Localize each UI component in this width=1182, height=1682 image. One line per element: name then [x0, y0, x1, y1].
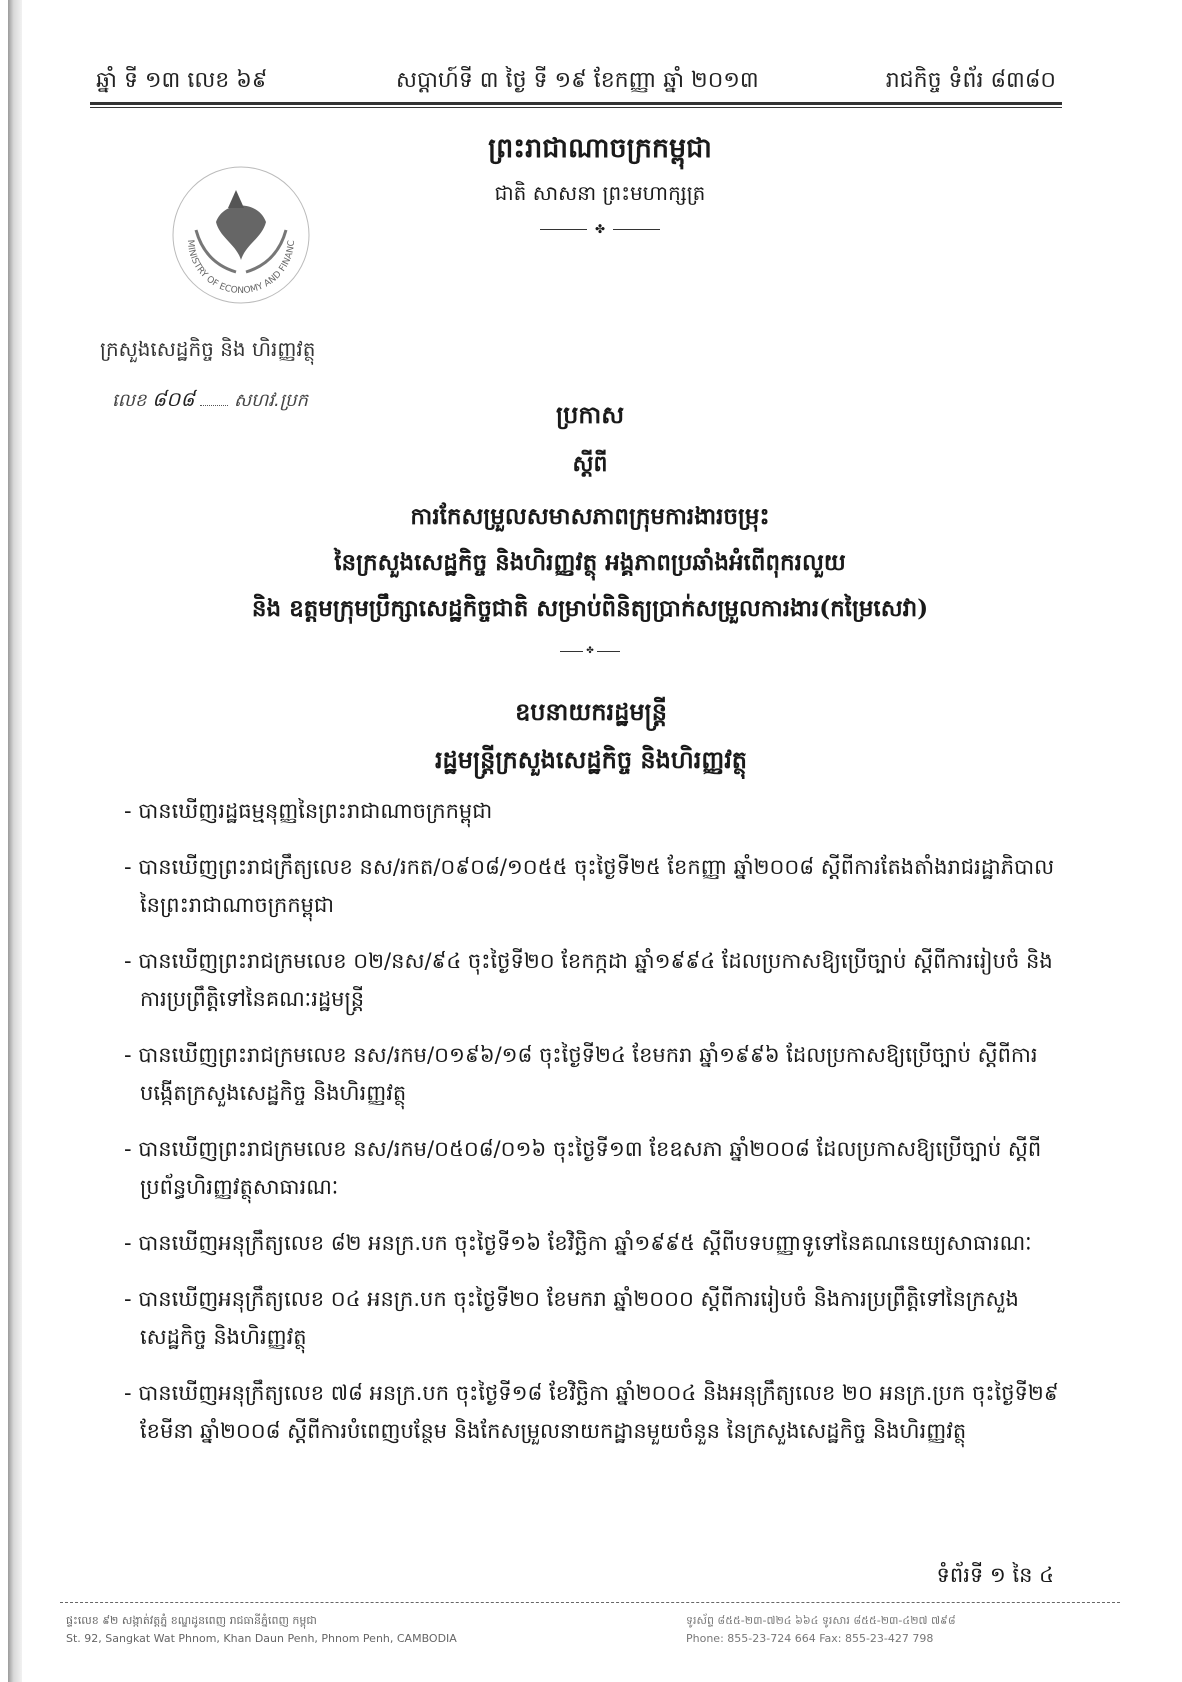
- visa-item: - បានឃើញព្រះរាជក្រមលេខ នស/រកម/០៥០៨/០១៦ ចុះថ្ងៃទី១៣ ខែឧសភា ឆ្នាំ២០០៨ ដែលប្រកាសឱ្យប្រើច្បាប់ ស្តីពីប្រព័ន្ធហិរញ្ញវត្ថុសាធារណៈ: [124, 1137, 1042, 1199]
- visa-item: - បានឃើញព្រះរាជក្រឹត្យលេខ នស/រកត/០៩០៨/១០៥៥ ចុះថ្ងៃទី២៥ ខែកញ្ញា ឆ្នាំ២០០៨ ស្តីពីការតែងតាំងរាជរដ្ឋាភិបាលនៃព្រះរាជាណាចក្រកម្ពុជា: [124, 855, 1055, 917]
- reference-label: លេខ: [112, 390, 147, 411]
- reference-dots: [200, 405, 228, 406]
- national-motto: ជាតិ សាសនា ព្រះមហាក្សត្រ: [494, 181, 706, 205]
- title-ornament: ✤: [540, 222, 660, 236]
- reference-line: [112, 386, 392, 416]
- page-number: ទំព័រទី ១ នៃ ៤: [936, 1563, 1054, 1587]
- visa-item: - បានឃើញព្រះរាជក្រមលេខ នស/រកម/០១៩៦/១៨ ចុះថ្ងៃទី២៤ ខែមករា ឆ្នាំ១៩៩៦ ដែលប្រកាសឱ្យប្រើច្បាប់ ស្តីពីការបង្កើតក្រសួងសេដ្ឋកិច្ច និងហិរញ្ញវត្ថុ: [124, 1043, 1038, 1105]
- ministry-name: ក្រសួងសេដ្ឋកិច្ច និង ហិរញ្ញវត្ថុ: [100, 337, 316, 361]
- visa-item: - បានឃើញរដ្ឋធម្មនុញ្ញនៃព្រះរាជាណាចក្រកម្ពុជា: [124, 799, 493, 823]
- visa-list: [124, 792, 1060, 1468]
- footer-address-km: ផ្ទះលេខ ៩២ សង្កាត់វត្តភ្នំ ខណ្ឌដូនពេញ រាជធានីភ្នំពេញ កម្ពុជា: [66, 1614, 317, 1627]
- visa-item: - បានឃើញអនុក្រឹត្យលេខ ០៤ អនក្រ.បក ចុះថ្ងៃទី២០ ខែមករា ឆ្នាំ២០០០ ស្តីពីការរៀបចំ និងការប្រព្រឹត្តិទៅនៃក្រសួងសេដ្ឋកិច្ច និងហិរញ្ញវត្ថុ: [124, 1287, 1019, 1349]
- scan-edge: [8, 0, 22, 1682]
- seal-text: MINISTRY OF ECONOMY AND FINANC: [184, 239, 298, 297]
- gazette-date: សប្តាហ៍ទី ៣ ថ្ងៃ ទី ១៩ ខែកញ្ញា ឆ្នាំ ២០១៣: [396, 68, 759, 93]
- subject-line: និង ឧត្តមក្រុមប្រឹក្សាសេដ្ឋកិច្ចជាតិ សម្រាប់ពិនិត្យប្រាក់សម្រួលការងារ(កម្រៃសេវា): [251, 595, 929, 622]
- visa-item: - បានឃើញព្រះរាជក្រមលេខ ០២/នស/៩៤ ចុះថ្ងៃទី២០ ខែកក្កដា ឆ្នាំ១៩៩៤ ដែលប្រកាសឱ្យប្រើច្បាប់ ស្តីពីការរៀបចំ និងការប្រព្រឹត្តិទៅនៃគណៈរដ្ឋមន្ត្រី: [124, 949, 1053, 1011]
- reference-number: ៨០៨: [152, 387, 195, 411]
- reference-suffix: សហវ.ប្រក: [233, 390, 308, 411]
- document-subject: [140, 494, 1040, 632]
- ministry-seal: [166, 160, 316, 310]
- visa-item: - បានឃើញអនុក្រឹត្យលេខ ៨២ អនក្រ.បក ចុះថ្ងៃទី១៦ ខែវិច្ឆិកា ឆ្នាំ១៩៩៥ ស្តីពីបទបញ្ញាទូទៅនៃគណនេយ្យសាធារណៈ: [124, 1231, 1032, 1255]
- document-type: ប្រកាស: [555, 401, 625, 429]
- footer-address-en: St. 92, Sangkat Wat Phnom, Khan Daun Penh, Phnom Penh, CAMBODIA: [66, 1632, 457, 1645]
- subject-line: នៃក្រសួងសេដ្ឋកិច្ច និងហិរញ្ញវត្ថុ អង្គភាពប្រឆាំងអំពើពុករលួយ: [334, 549, 846, 576]
- kingdom-name: ព្រះរាជាណាចក្រកម្ពុជា: [488, 133, 712, 164]
- gazette-issue: ឆ្នាំ ទី ១៣ លេខ ៦៩: [96, 68, 268, 93]
- subject-line: ការកែសម្រួលសមាសភាពក្រុមការងារចម្រុះ: [410, 503, 770, 530]
- footer-rule: [60, 1602, 1120, 1603]
- gazette-header: [96, 58, 1056, 98]
- signer-line: រដ្ឋមន្ត្រីក្រសួងសេដ្ឋកិច្ច និងហិរញ្ញវត្ថុ: [434, 745, 748, 774]
- about-label: ស្តីពី: [572, 452, 608, 477]
- signer-title: [300, 688, 882, 784]
- subject-ornament: ✤: [560, 646, 620, 656]
- footer-contact-en: Phone: 855-23-724 664 Fax: 855-23-427 798: [686, 1632, 934, 1645]
- footer-contact: [686, 1612, 1126, 1648]
- footer-address: [66, 1612, 566, 1648]
- header-rule: [90, 102, 1062, 108]
- footer-contact-km: ទូរស័ព្ទ ៨៥៥-២៣-៧២៤ ៦៦៤ ទូរសារ ៨៥៥-២៣-៤២៧ ៧៩៨: [686, 1614, 956, 1627]
- visa-item: - បានឃើញអនុក្រឹត្យលេខ ៧៨ អនក្រ.បក ចុះថ្ងៃទី១៨ ខែវិច្ឆិកា ឆ្នាំ២០០៤ និងអនុក្រឹត្យលេខ ២០ អនក្រ.ប្រក ចុះថ្ងៃទី២៩ ខែមីនា ឆ្នាំ២០០៨ ស្តីពីការបំពេញបន្ថែម និងកែសម្រួលនាយកដ្ឋានមួយចំនួន នៃក្រសួងសេដ្ឋកិច្ច និងហិរញ្ញវត្ថុ: [124, 1381, 1059, 1443]
- signer-line: ឧបនាយករដ្ឋមន្ត្រី: [515, 697, 667, 726]
- gazette-page: រាជកិច្ច ទំព័រ ៨៣៨០: [885, 68, 1056, 93]
